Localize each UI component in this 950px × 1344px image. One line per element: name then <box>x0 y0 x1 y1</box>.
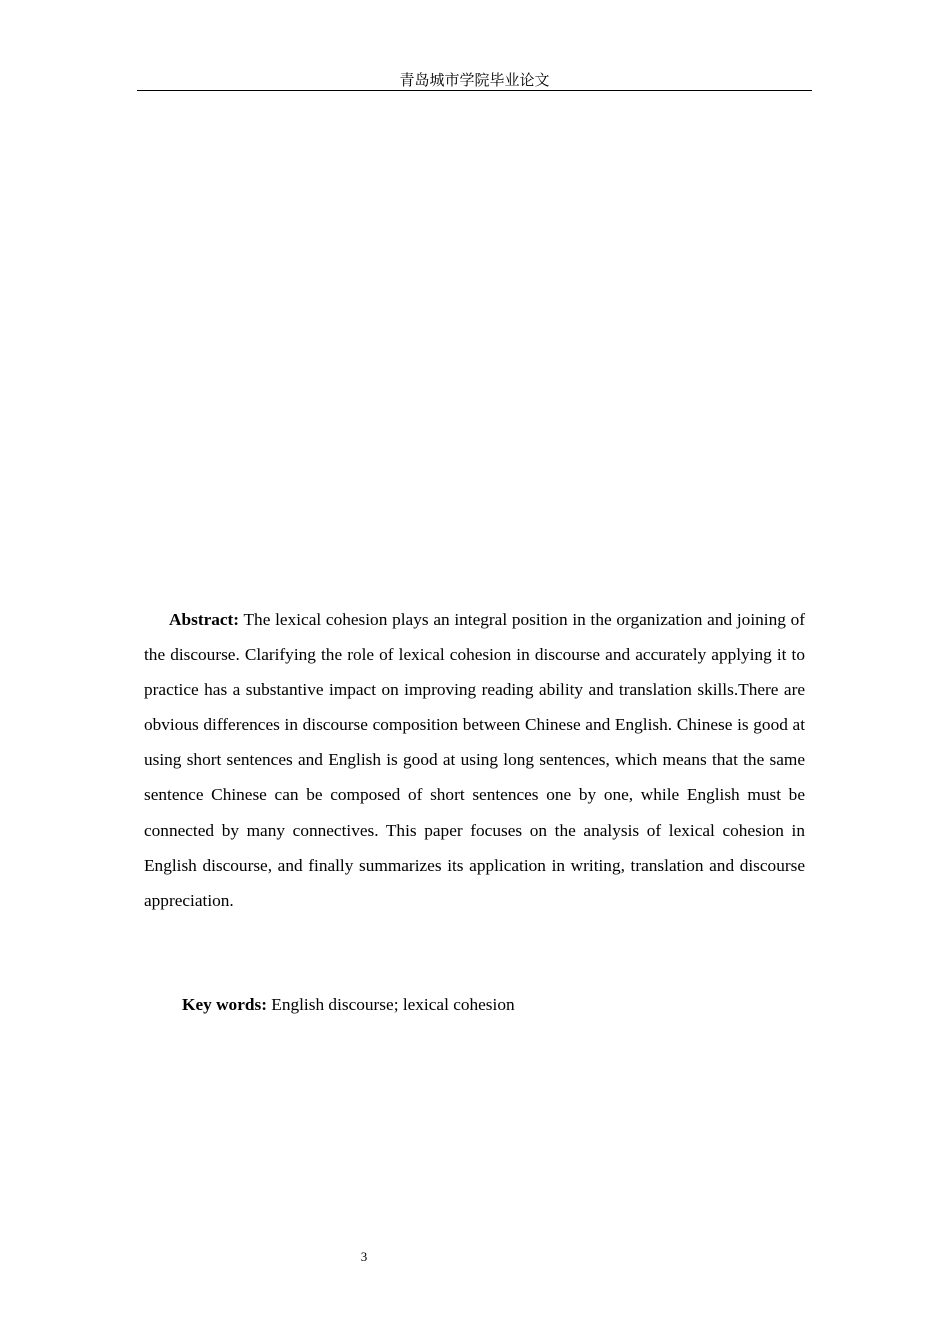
page-number: 3 <box>360 1249 368 1264</box>
page-header-title: 青岛城市学院毕业论文 <box>399 71 550 89</box>
keywords-line <box>182 990 805 1020</box>
abstract-text: The lexical cohesion plays an integral position in the organization and joining of the discourse. Clarifying the role of lexical cohesion in discourse and accurately applying it to practice has a substantive impact on improving reading ability and translation skills.There are obvious differences in discourse composition between Chinese and English. Chinese is good at using short sentences and English is good at using long sentences, which means that the same sentence Chinese can be composed of short sentences one by one, while English must be connected by many connectives. This paper focuses on the analysis of lexical cohesion in English discourse, and finally summarizes its application in writing, translation and discourse appreciation. <box>144 610 805 910</box>
abstract-paragraph <box>144 602 805 918</box>
header-divider <box>137 90 812 91</box>
keywords-text: English discourse; lexical cohesion <box>271 995 515 1014</box>
keywords-label: Key words: <box>182 995 267 1014</box>
abstract-label: Abstract: <box>169 610 240 629</box>
